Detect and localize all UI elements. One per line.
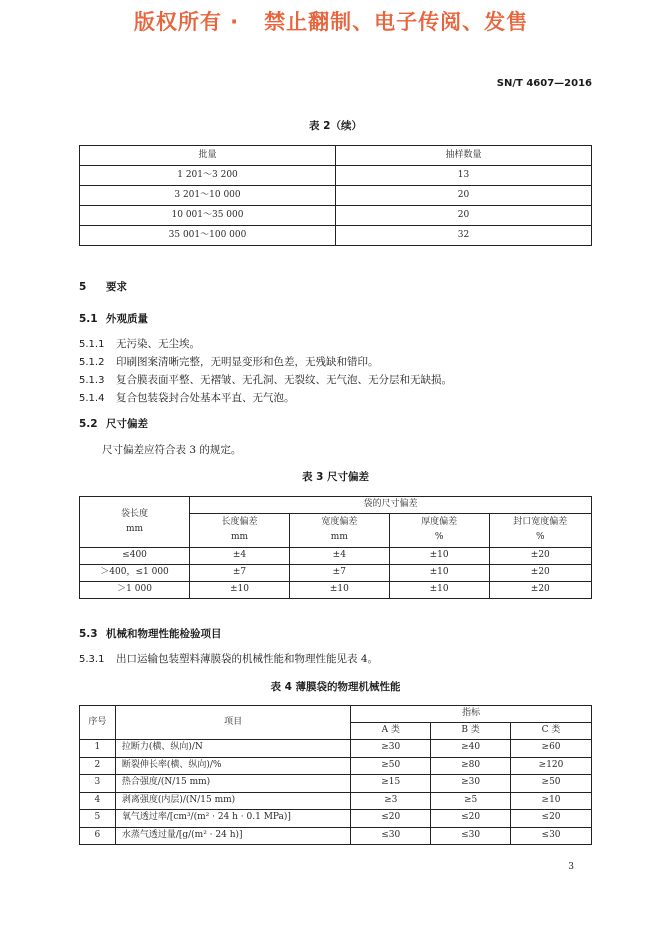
section-number: 5.1 <box>79 313 98 325</box>
table-cell: ≥50 <box>511 775 592 793</box>
table2-caption: 表 2（续） <box>309 120 362 132</box>
table4-group-header: 指标 <box>351 706 592 723</box>
table-cell: 剥离强度(内层)/(N/15 mm) <box>115 792 351 810</box>
clause-text: 复合包装袋封合处基本平直、无气泡。 <box>116 392 295 404</box>
clause-5-3-1 <box>79 651 378 666</box>
clause-text: 印刷图案清晰完整，无明显变形和色差，无残缺和错印。 <box>116 356 379 368</box>
table-row <box>80 810 592 828</box>
table3-group-header: 袋的尺寸偏差 <box>190 497 592 514</box>
table4-header-item: 项目 <box>115 706 351 740</box>
table-cell: ±7 <box>289 565 389 582</box>
section-number: 5.3 <box>79 628 98 640</box>
table-cell: ±4 <box>190 548 290 565</box>
table-cell: ≤30 <box>431 827 511 845</box>
table-cell: 2 <box>80 757 116 775</box>
table-cell: 20 <box>336 206 592 226</box>
table-row <box>80 792 592 810</box>
table-cell: ≥40 <box>431 740 511 758</box>
header-unit: mm <box>126 523 144 534</box>
section-heading-5-3 <box>79 626 222 641</box>
clause-number: 5.1.1 <box>79 339 105 350</box>
table3-header-length <box>80 497 190 548</box>
section-heading-5 <box>79 279 127 294</box>
table-cell: ≥10 <box>511 792 592 810</box>
table2-header-sample: 抽样数量 <box>336 146 592 166</box>
table-cell: 32 <box>336 226 592 246</box>
page-number: 3 <box>568 862 574 872</box>
section-title: 要求 <box>106 281 127 293</box>
table-cell: ±20 <box>489 548 591 565</box>
table-row <box>80 206 592 226</box>
table3-subheader <box>389 514 489 548</box>
table-cell: 5 <box>80 810 116 828</box>
table4-subheader-b: B 类 <box>431 723 511 740</box>
table-row <box>80 226 592 246</box>
table-cell: ±10 <box>190 582 290 599</box>
section-heading-5-1 <box>79 311 148 326</box>
table-row <box>80 582 592 599</box>
table-cell: ＞400，≤1 000 <box>80 565 190 582</box>
header-unit: % <box>434 532 444 542</box>
table-row <box>80 740 592 758</box>
table-cell: ±4 <box>289 548 389 565</box>
table4-subheader-a: A 类 <box>351 723 431 740</box>
table-cell: ±10 <box>389 582 489 599</box>
table-cell: ≤20 <box>511 810 592 828</box>
section-title: 尺寸偏差 <box>106 418 148 430</box>
watermark-banner: 版权所有 · 禁止翻制、电子传阅、发售 <box>133 10 529 34</box>
table3 <box>79 496 592 599</box>
table-row <box>80 757 592 775</box>
table-cell: ≥15 <box>351 775 431 793</box>
table4 <box>79 705 592 845</box>
table-row <box>80 186 592 206</box>
table-cell: 3 201～10 000 <box>80 186 336 206</box>
section-number: 5 <box>79 281 87 293</box>
table-cell: 断裂伸长率(横、纵向)/% <box>115 757 351 775</box>
section-heading-5-2 <box>79 416 148 431</box>
table-cell: 氧气透过率/[cm³/(m² · 24 h · 0.1 MPa)] <box>115 810 351 828</box>
table-cell: ±10 <box>389 565 489 582</box>
header-unit: mm <box>330 532 348 542</box>
header-unit: % <box>536 532 545 542</box>
table-row <box>80 565 592 582</box>
section-number: 5.2 <box>79 418 98 430</box>
clause-5-1-2 <box>79 354 379 369</box>
table3-caption: 表 3 尺寸偏差 <box>301 471 370 483</box>
table-cell: ≥80 <box>431 757 511 775</box>
clause-number: 5.1.3 <box>79 375 105 386</box>
clause-number: 5.1.2 <box>79 357 105 368</box>
clause-number: 5.3.1 <box>79 654 105 665</box>
table-cell: ±20 <box>489 565 591 582</box>
table3-subheader <box>190 514 290 548</box>
table-cell: 35 001～100 000 <box>80 226 336 246</box>
table-cell: 热合强度/(N/15 mm) <box>115 775 351 793</box>
clause-text: 复合膜表面平整、无褶皱、无孔洞、无裂纹、无气泡、无分层和无缺损。 <box>116 374 452 386</box>
table-row <box>80 827 592 845</box>
table3-subheader <box>289 514 389 548</box>
section-title: 外观质量 <box>106 313 148 325</box>
table-cell: 1 201～3 200 <box>80 166 336 186</box>
clause-text: 出口运输包装塑料薄膜袋的机械性能和物理性能见表 4。 <box>116 653 379 665</box>
header-unit: mm <box>230 532 249 542</box>
table-cell: ≥50 <box>351 757 431 775</box>
table4-subheader-c: C 类 <box>511 723 592 740</box>
table-cell: ≤400 <box>80 548 190 565</box>
table-cell: ≤20 <box>351 810 431 828</box>
header-label: 宽度偏差 <box>321 517 358 528</box>
table-row <box>80 166 592 186</box>
clause-5-1-1 <box>79 336 200 351</box>
table-cell: 6 <box>80 827 116 845</box>
table-cell: ＞1 000 <box>80 582 190 599</box>
table-cell: ±10 <box>389 548 489 565</box>
table-cell: ≤30 <box>351 827 431 845</box>
table4-header-no: 序号 <box>80 706 116 740</box>
table2-header-batch: 批量 <box>80 146 336 166</box>
header-label: 厚度偏差 <box>421 517 458 528</box>
table-cell: ≥30 <box>431 775 511 793</box>
table-cell: ≥60 <box>511 740 592 758</box>
table-cell: 10 001～35 000 <box>80 206 336 226</box>
table-cell: ≤30 <box>511 827 592 845</box>
header-label: 长度偏差 <box>221 517 258 528</box>
table-cell: 3 <box>80 775 116 793</box>
header-label: 袋长度 <box>121 508 149 519</box>
clause-number: 5.1.4 <box>79 393 105 404</box>
table-cell: 13 <box>336 166 592 186</box>
table-cell: 4 <box>80 792 116 810</box>
table-row <box>80 548 592 565</box>
table-cell: 水蒸气透过量/[g/(m² · 24 h)] <box>115 827 351 845</box>
table-cell: ±20 <box>489 582 591 599</box>
document-number: SN/T 4607—2016 <box>496 78 592 89</box>
section-title: 机械和物理性能检验项目 <box>106 628 222 640</box>
table-cell: ≥3 <box>351 792 431 810</box>
table-cell: ≤20 <box>431 810 511 828</box>
table3-subheader <box>489 514 591 548</box>
table-cell: 拉断力(横、纵向)/N <box>115 740 351 758</box>
table4-caption: 表 4 薄膜袋的物理机械性能 <box>270 681 401 693</box>
table-cell: ≥120 <box>511 757 592 775</box>
header-label: 封口宽度偏差 <box>513 517 568 528</box>
table-cell: ±7 <box>190 565 290 582</box>
table-cell: ≥5 <box>431 792 511 810</box>
clause-5-1-4 <box>79 390 295 405</box>
clause-text: 无污染、无尘埃。 <box>116 338 200 350</box>
table-cell: 20 <box>336 186 592 206</box>
clause-5-1-3 <box>79 372 452 387</box>
table-row <box>80 775 592 793</box>
table-cell: ±10 <box>289 582 389 599</box>
table-cell: ≥30 <box>351 740 431 758</box>
table2 <box>79 145 592 246</box>
table-cell: 1 <box>80 740 116 758</box>
paragraph-5-2: 尺寸偏差应符合表 3 的规定。 <box>102 444 242 456</box>
